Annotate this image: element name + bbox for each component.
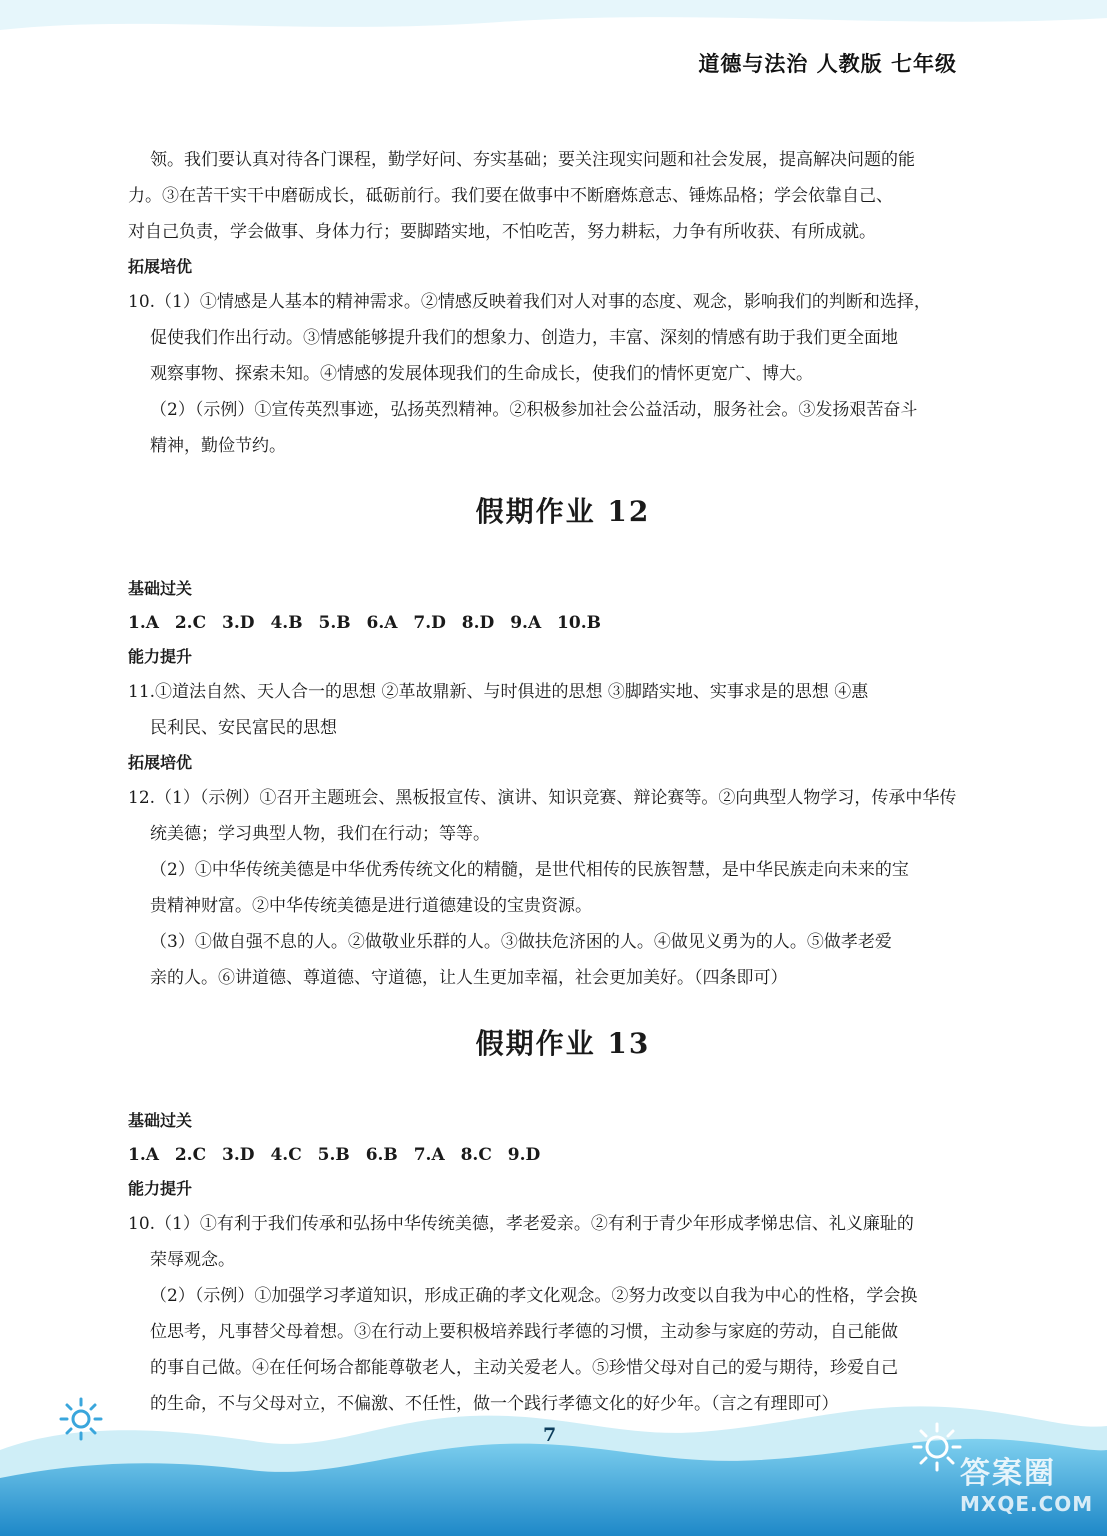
text-line: 促使我们作出行动。③情感能够提升我们的想象力、创造力，丰富、深刻的情感有助于我们更全面地 [150, 328, 898, 348]
watermark-text: 答案圈 [960, 1456, 1056, 1491]
text-line: 观察事物、探索未知。④情感的发展体现我们的生命成长，使我们的情怀更宽广、博大。 [150, 364, 813, 384]
text-line: （3）①做自强不息的人。②做敬业乐群的人。③做扶危济困的人。④做见义勇为的人。⑤做孝老爱 [150, 932, 892, 952]
text-line: 的生命，不与父母对立，不偏激、不任性，做一个践行孝德文化的好少年。（言之有理即可） [150, 1394, 839, 1414]
text-line: 11.①道法自然、天人合一的思想 ②革故鼎新、与时俱进的思想 ③脚踏实地、实事求是的思想 ④惠 [128, 682, 869, 702]
section-label-ability: 能力提升 [128, 647, 193, 666]
watermark-url: MXQE.COM [960, 1492, 1094, 1516]
ability-answers [128, 674, 998, 746]
page-number: 7 [543, 1424, 557, 1446]
sun-icon [56, 1394, 106, 1444]
text-line: 民利民、安民富民的思想 [150, 718, 337, 738]
text-line: （2）（示例）①宣传英烈事迹，弘扬英烈精神。②积极参加社会公益活动，服务社会。③发扬艰苦奋斗 [150, 400, 918, 420]
text-line: 力。③在苦干实干中磨砺成长，砥砺前行。我们要在做事中不断磨炼意志、锤炼品格；学会依靠自己、 [128, 186, 893, 206]
text-line: 10.（1）①情感是人基本的精神需求。②情感反映着我们对人对事的态度、观念，影响我们的判断和选择， [128, 292, 931, 312]
page-content [128, 142, 998, 1422]
text-line: 位思考，凡事替父母着想。③在行动上要积极培养践行孝德的习惯，主动参与家庭的劳动，自己能做 [150, 1322, 898, 1342]
text-line: 精神，勤俭节约。 [150, 436, 286, 456]
page-header-title: 道德与法治 人教版 七年级 [698, 52, 957, 76]
text-line: 统美德；学习典型人物，我们在行动；等等。 [150, 824, 490, 844]
homework-13-title: 假期作业 13 [475, 1027, 651, 1060]
section-label-basic: 基础过关 [128, 579, 193, 598]
text-line: 12.（1）（示例）①召开主题班会、黑板报宣传、演讲、知识竞赛、辩论赛等。②向典型人物学习，传承中华传 [128, 788, 957, 808]
text-line: 的事自己做。④在任何场合都能尊敬老人，主动关爱老人。⑤珍惜父母对自己的爱与期待，珍爱自己 [150, 1358, 898, 1378]
intro-paragraph [128, 142, 998, 250]
sun-icon [908, 1418, 966, 1476]
section-label-ability: 能力提升 [128, 1179, 193, 1198]
extension-answers [128, 780, 998, 996]
text-line: 荣辱观念。 [150, 1250, 235, 1270]
text-line: 10.（1）①有利于我们传承和弘扬中华传统美德，孝老爱亲。②有利于青少年形成孝悌忠信、礼义廉耻的 [128, 1214, 914, 1234]
text-line: 贵精神财富。②中华传统美德是进行道德建设的宝贵资源。 [150, 896, 592, 916]
watermark-logo [960, 1448, 1100, 1532]
text-line: 对自己负责，学会做事、身体力行；要脚踏实地，不怕吃苦，努力耕耘，力争有所收获、有所成就。 [128, 222, 876, 242]
text-line: （2）（示例）①加强学习孝道知识，形成正确的孝文化观念。②努力改变以自我为中心的性格，学会换 [150, 1286, 918, 1306]
homework-12-title: 假期作业 12 [475, 495, 651, 528]
text-line: 领。我们要认真对待各门课程，勤学好问、夯实基础；要关注现实问题和社会发展，提高解决问题的能 [150, 150, 915, 170]
section-label-extension: 拓展培优 [128, 753, 193, 772]
text-line: 亲的人。⑥讲道德、尊道德、守道德，让人生更加幸福，社会更加美好。（四条即可） [150, 968, 788, 988]
basic-answers: 1.A 2.C 3.D 4.B 5.B 6.A 7.D 8.D 9.A 10.B [128, 613, 601, 633]
section-label-basic: 基础过关 [128, 1111, 193, 1130]
text-line: （2）①中华传统美德是中华优秀传统文化的精髓，是世代相传的民族智慧，是中华民族走向未来的宝 [150, 860, 909, 880]
section-label-extension: 拓展培优 [128, 257, 193, 276]
basic-answers: 1.A 2.C 3.D 4.C 5.B 6.B 7.A 8.C 9.D [128, 1145, 541, 1165]
intro-extension-answers [128, 284, 998, 464]
